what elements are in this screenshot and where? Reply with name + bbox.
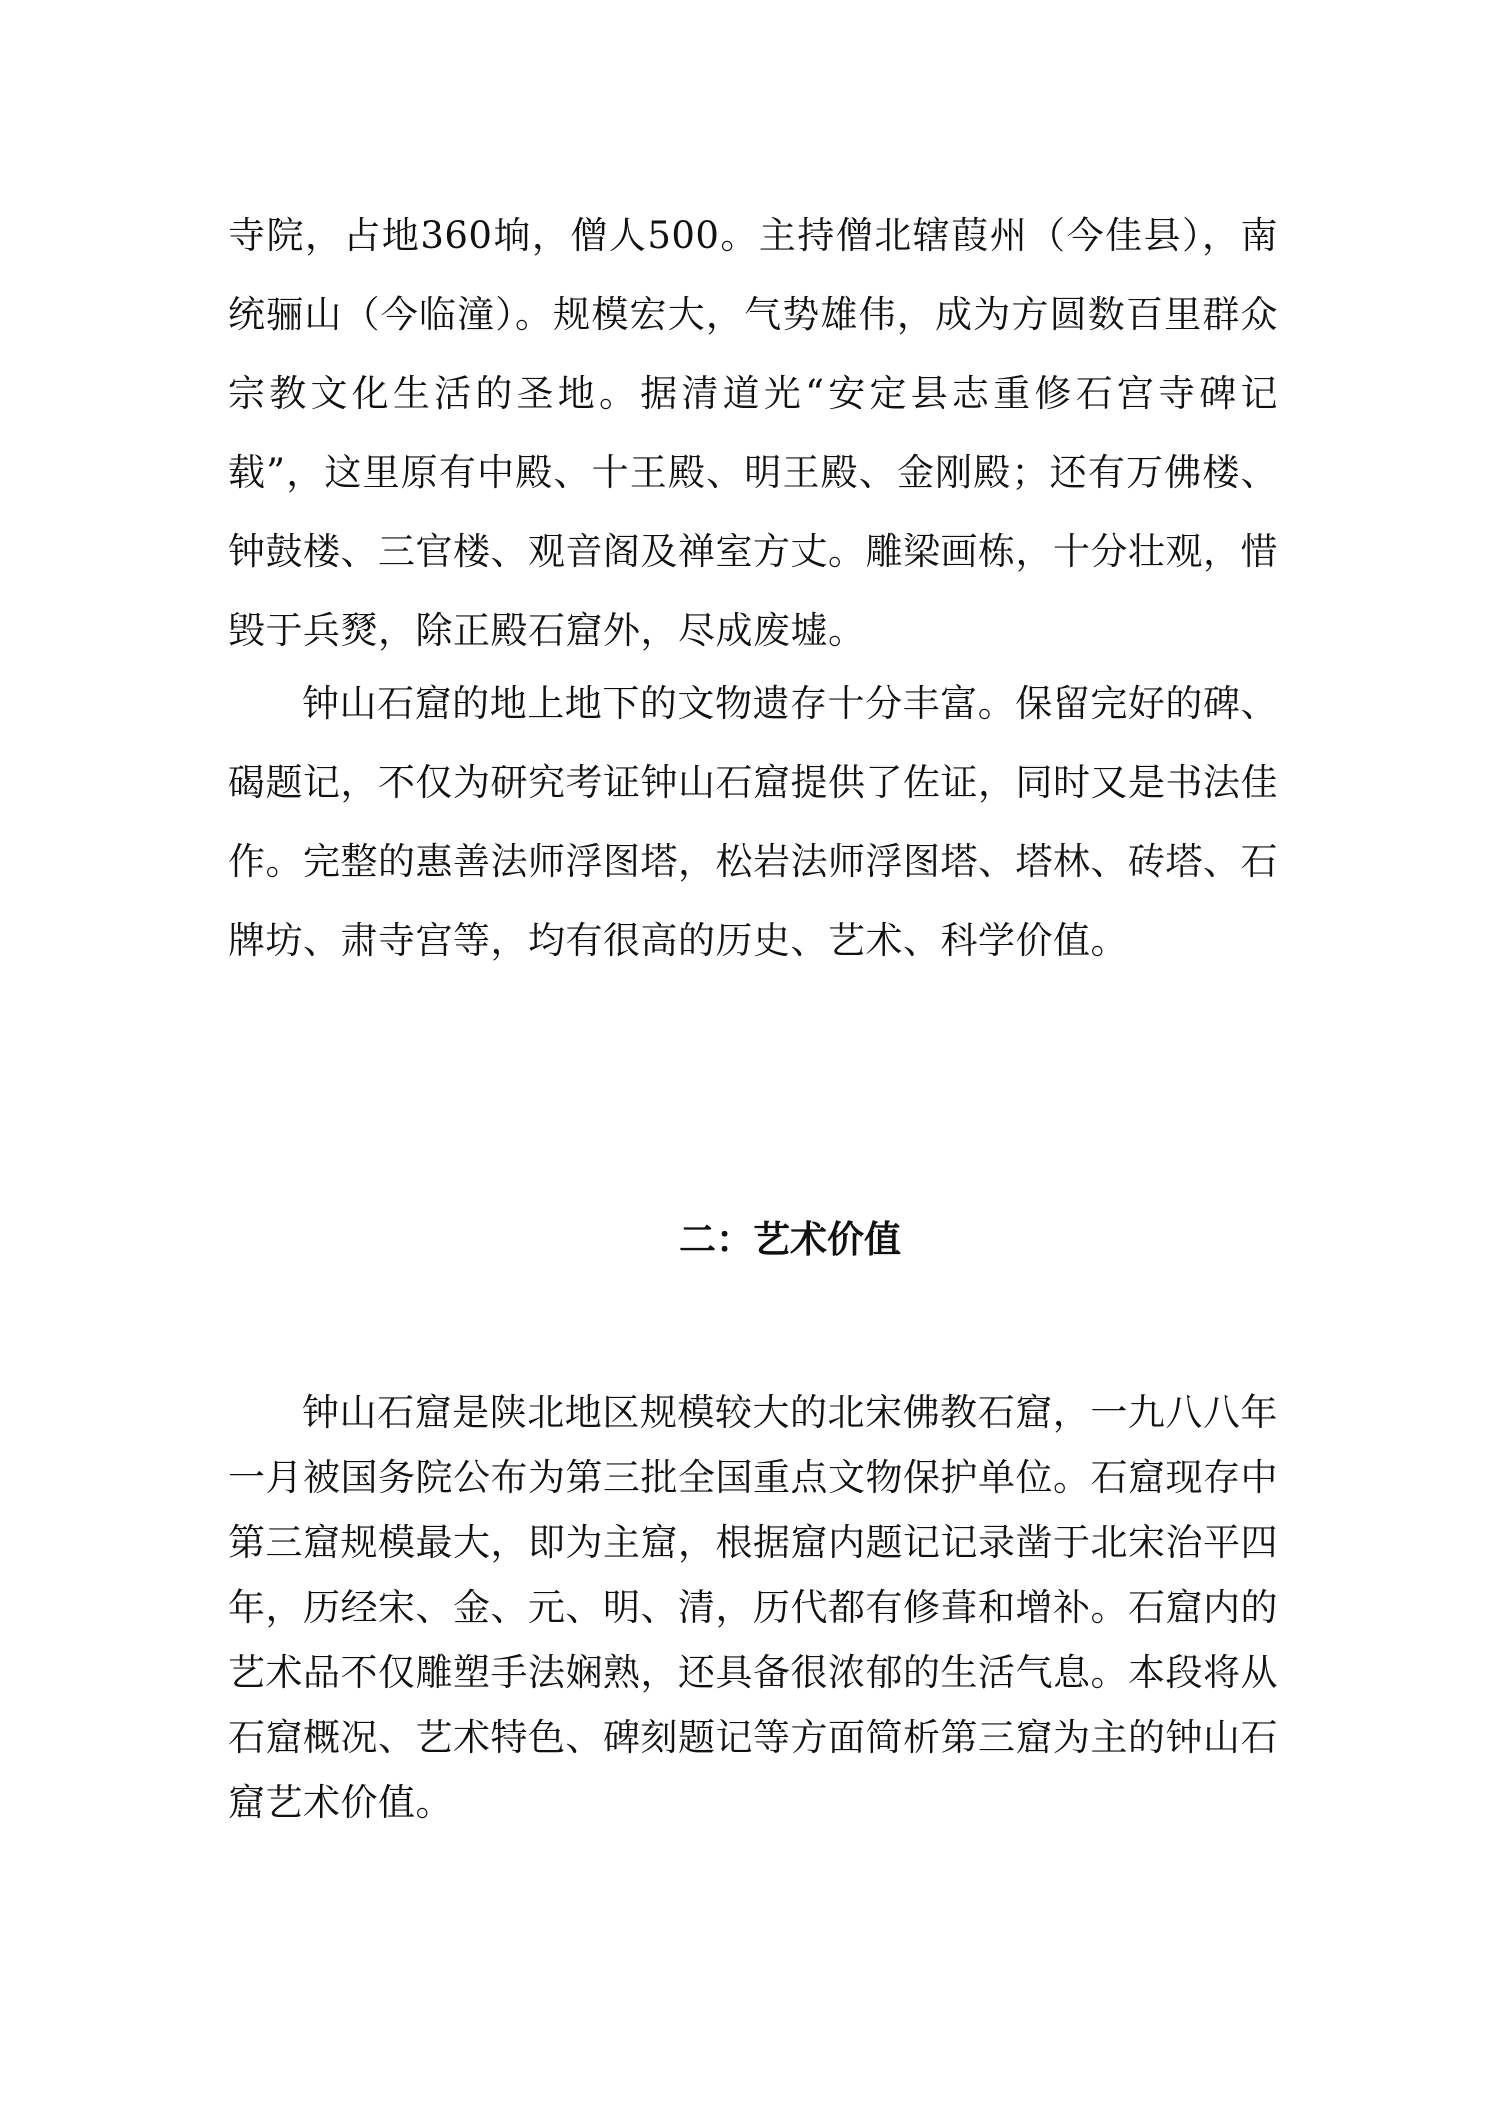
paragraph-temple-history: 寺院，占地360垧，僧人500。主持僧北辖葭州（今佳县），南统骊山（今临潼）。规模宏大，气势雄伟，成为方圆数百里群众宗教文化生活的圣地。据清道光“安定县志重修石宫寺碑记载”，这里原有中殿、十王殿、明王殿、金刚殿；还有万佛楼、钟鼓楼、三官楼、观音阁及禅室方丈。雕梁画栋，十分壮观，惜毁于兵燹，除正殿石窟外，尽成废墟。: [228, 214, 1278, 652]
section-heading: 二：艺术价值: [679, 1218, 901, 1261]
paragraph-cultural-relics: 钟山石窟的地上地下的文物遗存十分丰富。保留完好的碑、碣题记，不仅为研究考证钟山石窟提供了佐证，同时又是书法佳作。完整的惠善法师浮图塔，松岩法师浮图塔、塔林、砖塔、石牌坊、肃寺宫等，均有很高的历史、艺术、科学价值。: [228, 682, 1278, 962]
paragraph-artistic-value: 钟山石窟是陕北地区规模较大的北宋佛教石窟，一九八八年一月被国务院公布为第三批全国重点文物保护单位。石窟现存中第三窟规模最大，即为主窟，根据窟内题记记录凿于北宋治平四年，历经宋、金、元、明、清，历代都有修葺和增补。石窟内的艺术品不仅雕塑手法娴熟，还具备很浓郁的生活气息。本段将从石窟概况、艺术特色、碑刻题记等方面简析第三窟为主的钟山石窟艺术价值。: [228, 1391, 1278, 1824]
